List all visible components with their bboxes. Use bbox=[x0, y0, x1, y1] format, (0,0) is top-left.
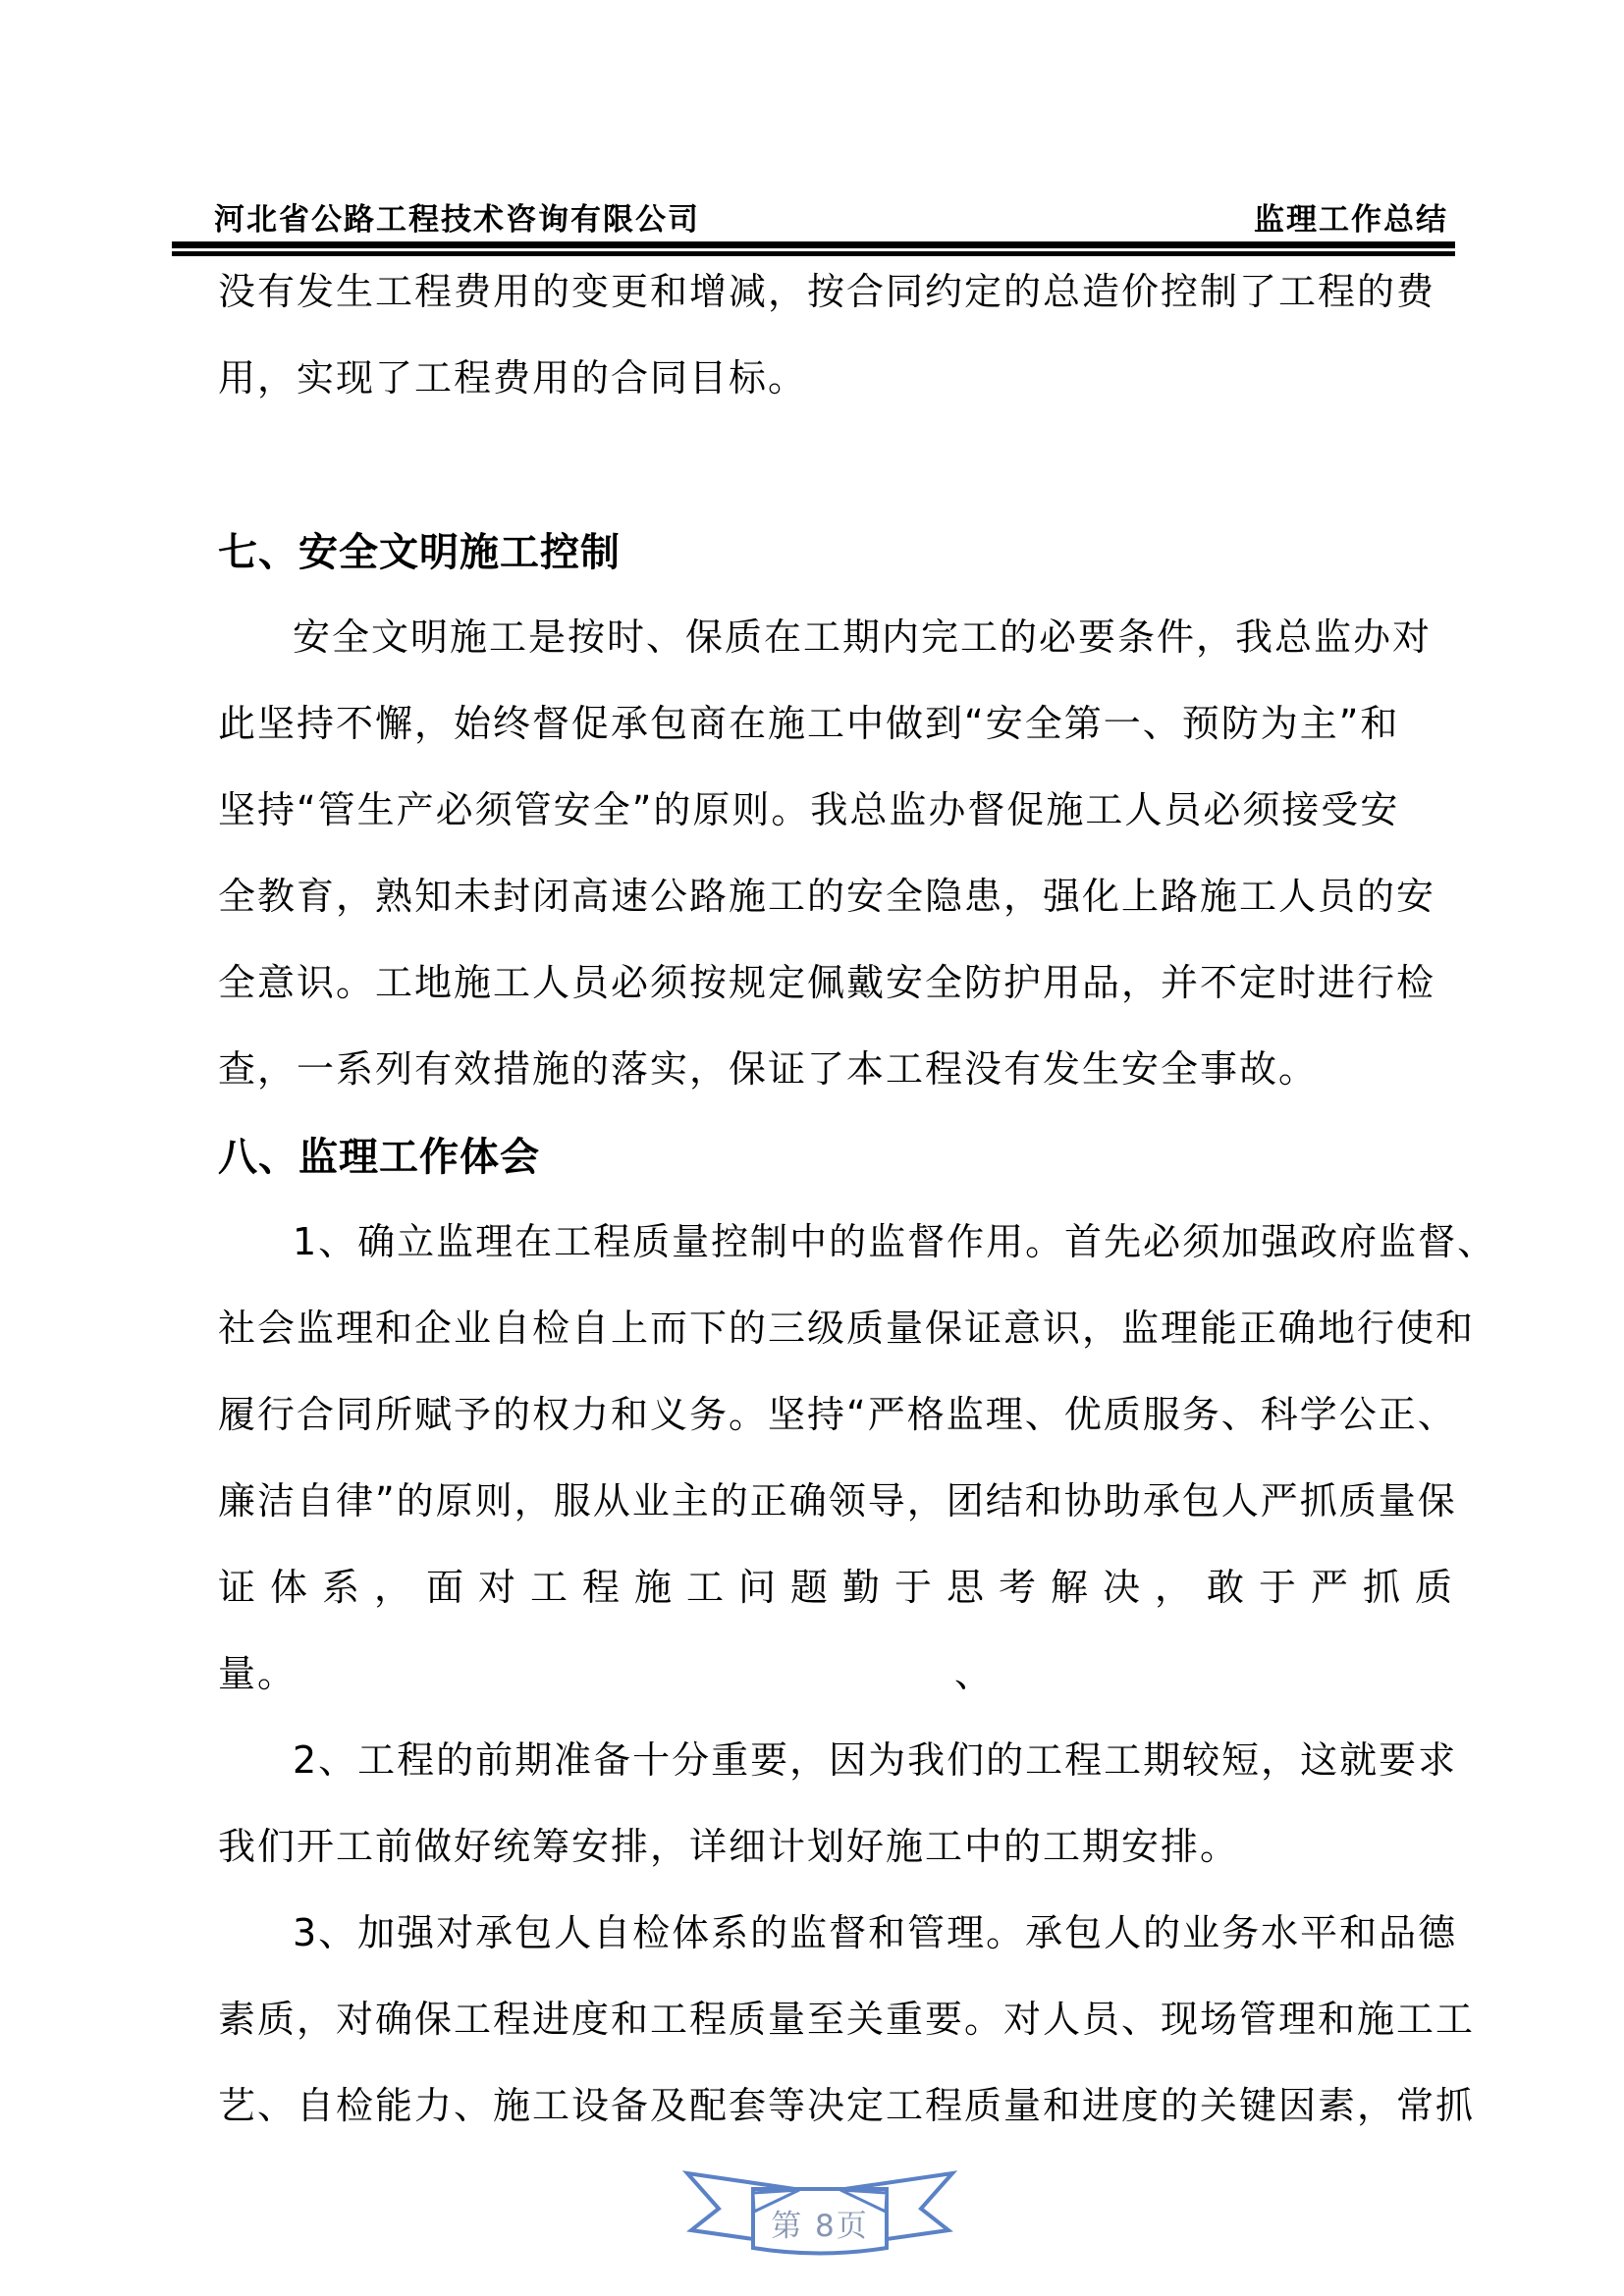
section-heading: 七、安全文明施工控制 bbox=[218, 530, 621, 575]
text-line: 没有发生工程费用的变更和增减，按合同约定的总造价控制了工程的费 bbox=[218, 270, 1436, 313]
stray-punctuation-mark: 、 bbox=[954, 1652, 993, 1695]
text-line: 素质，对确保工程进度和工程质量至关重要。对人员、现场管理和施工工 bbox=[218, 1998, 1476, 2041]
page-number-label: 第 8页 bbox=[771, 2208, 869, 2244]
text-line: 坚持“管生产必须管安全”的原则。我总监办督促施工人员必须接受安 bbox=[218, 788, 1400, 831]
text-line: 社会监理和企业自检自上而下的三级质量保证意识，监理能正确地行使和 bbox=[218, 1307, 1476, 1350]
header-doc-title: 监理工作总结 bbox=[1254, 202, 1448, 238]
text-line: 1、确立监理在工程质量控制中的监督作用。首先必须加强政府监督、 bbox=[293, 1220, 1497, 1263]
text-line: 证体系，面对工程施工问题勤于思考解决，敢于严抓质 bbox=[218, 1566, 1468, 1609]
text-line: 查，一系列有效措施的落实，保证了本工程没有发生安全事故。 bbox=[218, 1047, 1319, 1091]
text-line: 2、工程的前期准备十分重要，因为我们的工程工期较短，这就要求 bbox=[293, 1738, 1458, 1782]
footer-ribbon bbox=[668, 2158, 972, 2256]
text-line: 廉洁自律”的原则，服从业主的正确领导，团结和协助承包人严抓质量保 bbox=[218, 1479, 1457, 1522]
text-line: 我们开工前做好统筹安排，详细计划好施工中的工期安排。 bbox=[218, 1825, 1240, 1868]
document-body bbox=[218, 255, 1497, 2156]
text-line: 艺、自检能力、施工设备及配套等决定工程质量和进度的关键因素，常抓 bbox=[218, 2084, 1476, 2127]
section-heading: 八、监理工作体会 bbox=[218, 1135, 540, 1180]
page-header bbox=[214, 194, 1448, 239]
text-line: 3、加强对承包人自检体系的监督和管理。承包人的业务水平和品德 bbox=[293, 1911, 1458, 1954]
text-line: 全教育，熟知未封闭高速公路施工的安全隐患，强化上路施工人员的安 bbox=[218, 875, 1436, 918]
text-line: 全意识。工地施工人员必须按规定佩戴安全防护用品，并不定时进行检 bbox=[218, 961, 1436, 1004]
text-line: 用，实现了工程费用的合同目标。 bbox=[218, 356, 808, 400]
text-line: 量。 、 bbox=[218, 1652, 993, 1695]
blank-line bbox=[218, 428, 1441, 514]
header-double-rule bbox=[172, 241, 1455, 256]
text-line: 此坚持不懈，始终督促承包商在施工中做到“安全第一、预防为主”和 bbox=[218, 702, 1400, 745]
text-line: 安全文明施工是按时、保质在工期内完工的必要条件，我总监办对 bbox=[293, 615, 1433, 659]
text-line: 履行合同所赋予的权力和义务。坚持“严格监理、优质服务、科学公正、 bbox=[218, 1393, 1457, 1436]
header-company-name: 河北省公路工程技术咨询有限公司 bbox=[214, 202, 700, 238]
